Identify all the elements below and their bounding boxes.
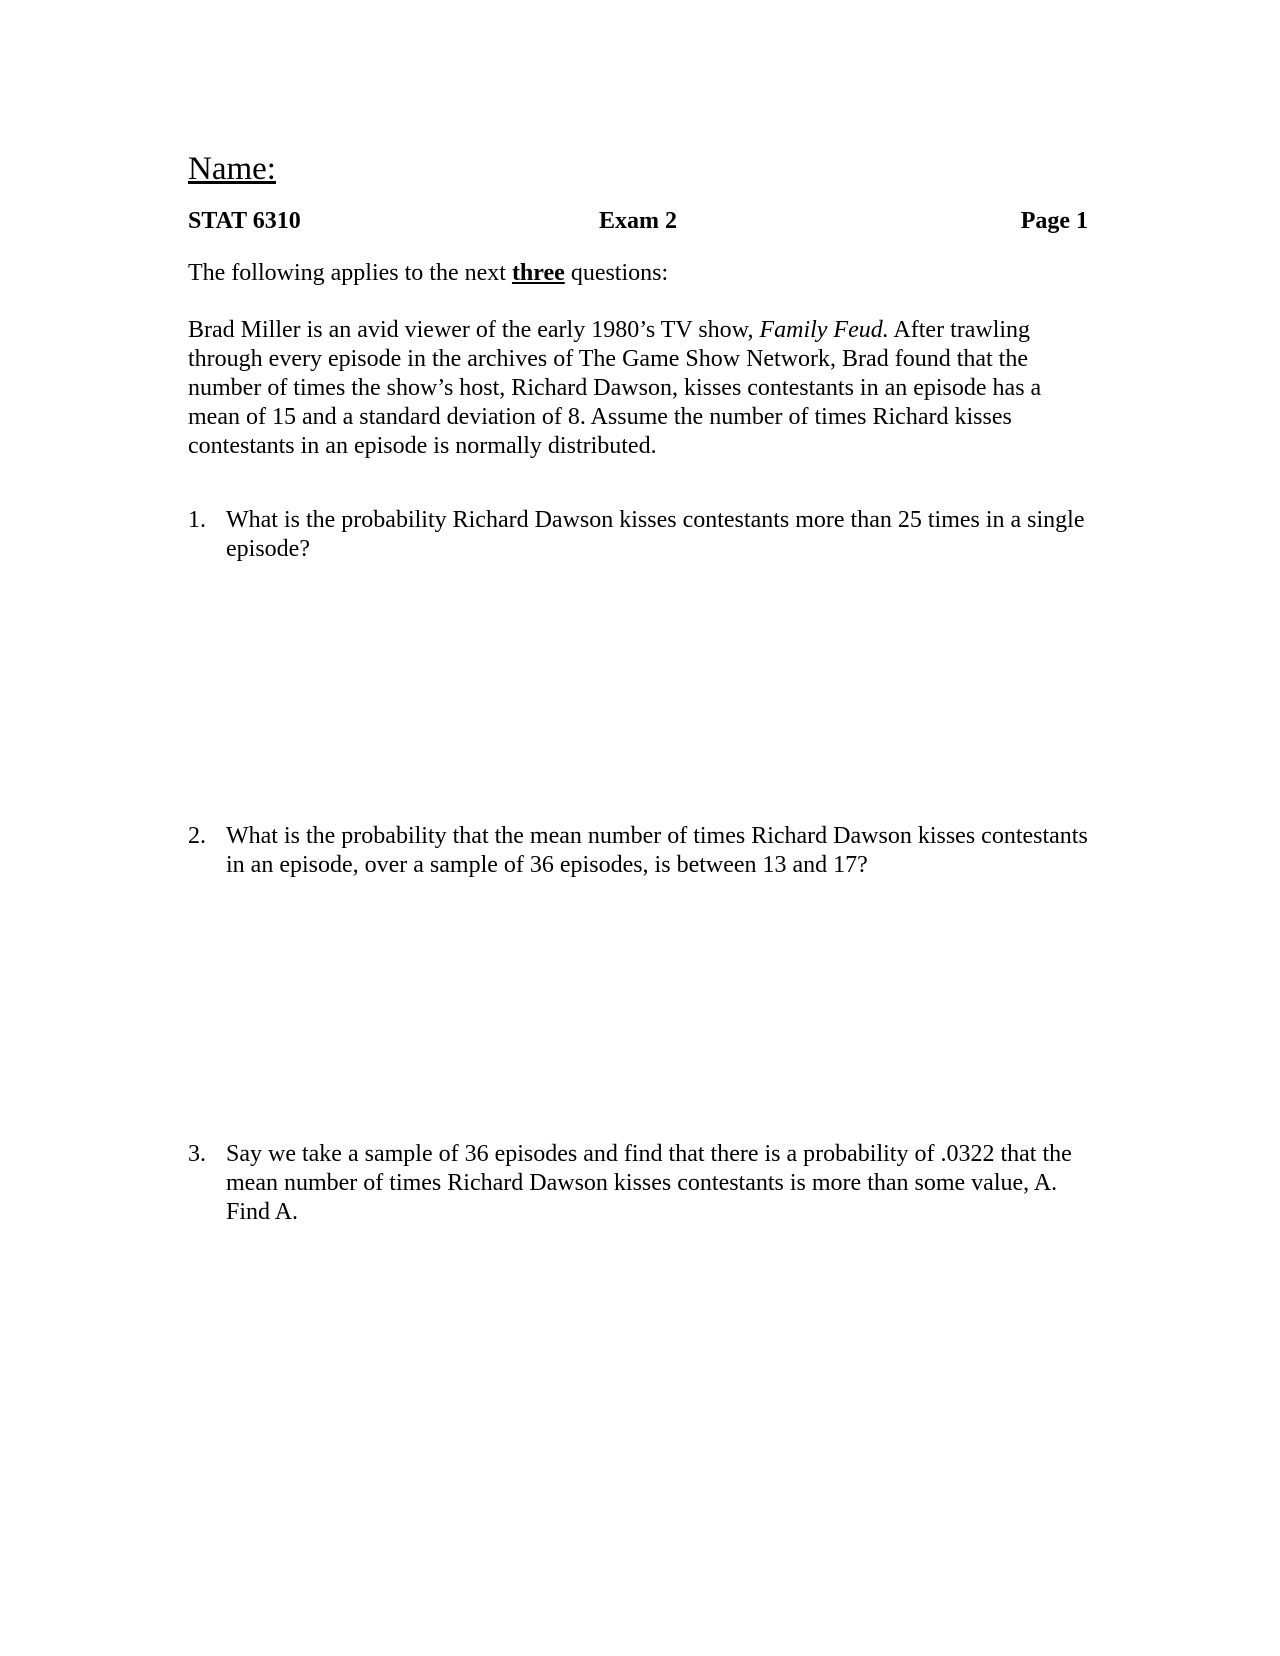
passage-part2: After trawling through every episode in the archives of The Game Show Network, Brad found that the number of times the show’s host, Richard Dawson, kisses contestants in an episode has a mean of 15 and a standard deviation of 8. Assume the number of times Richard kisses contestants in an episode is normally distributed. xyxy=(188,317,1042,460)
course-code: STAT 6310 xyxy=(188,207,301,234)
show-title: Family Feud. xyxy=(759,317,889,344)
intro-before: The following applies to the next xyxy=(188,260,512,287)
page-number: Page 1 xyxy=(1020,207,1088,234)
question-number: 3. xyxy=(188,1141,206,1167)
passage-part1: Brad Miller is an avid viewer of the early 1980’s TV show, xyxy=(188,317,760,344)
intro-line xyxy=(188,259,1088,288)
question-1 xyxy=(188,506,1088,564)
name-label: Name: xyxy=(188,151,276,187)
exam-title: Exam 2 xyxy=(599,207,677,234)
question-number: 2. xyxy=(188,823,206,849)
scenario-passage xyxy=(188,316,1088,461)
page-content xyxy=(188,150,1088,1225)
intro-after: questions: xyxy=(564,260,669,287)
question-number: 1. xyxy=(188,507,206,533)
question-text: What is the probability that the mean number of times Richard Dawson kisses contestants in an episode, over a sample of 36 episodes, is between 13 and 17? xyxy=(226,823,1088,878)
question-text: What is the probability Richard Dawson kisses contestants more than 25 times in a single episode? xyxy=(226,507,1085,562)
exam-header xyxy=(188,207,1088,236)
question-2 xyxy=(188,822,1088,880)
intro-emphasis: three xyxy=(511,260,565,287)
question-3 xyxy=(188,1140,1088,1227)
question-text: Say we take a sample of 36 episodes and find that there is a probability of .0322 that the mean number of times Richard Dawson kisses contestants is more than some value, A. Find A. xyxy=(226,1141,1072,1225)
